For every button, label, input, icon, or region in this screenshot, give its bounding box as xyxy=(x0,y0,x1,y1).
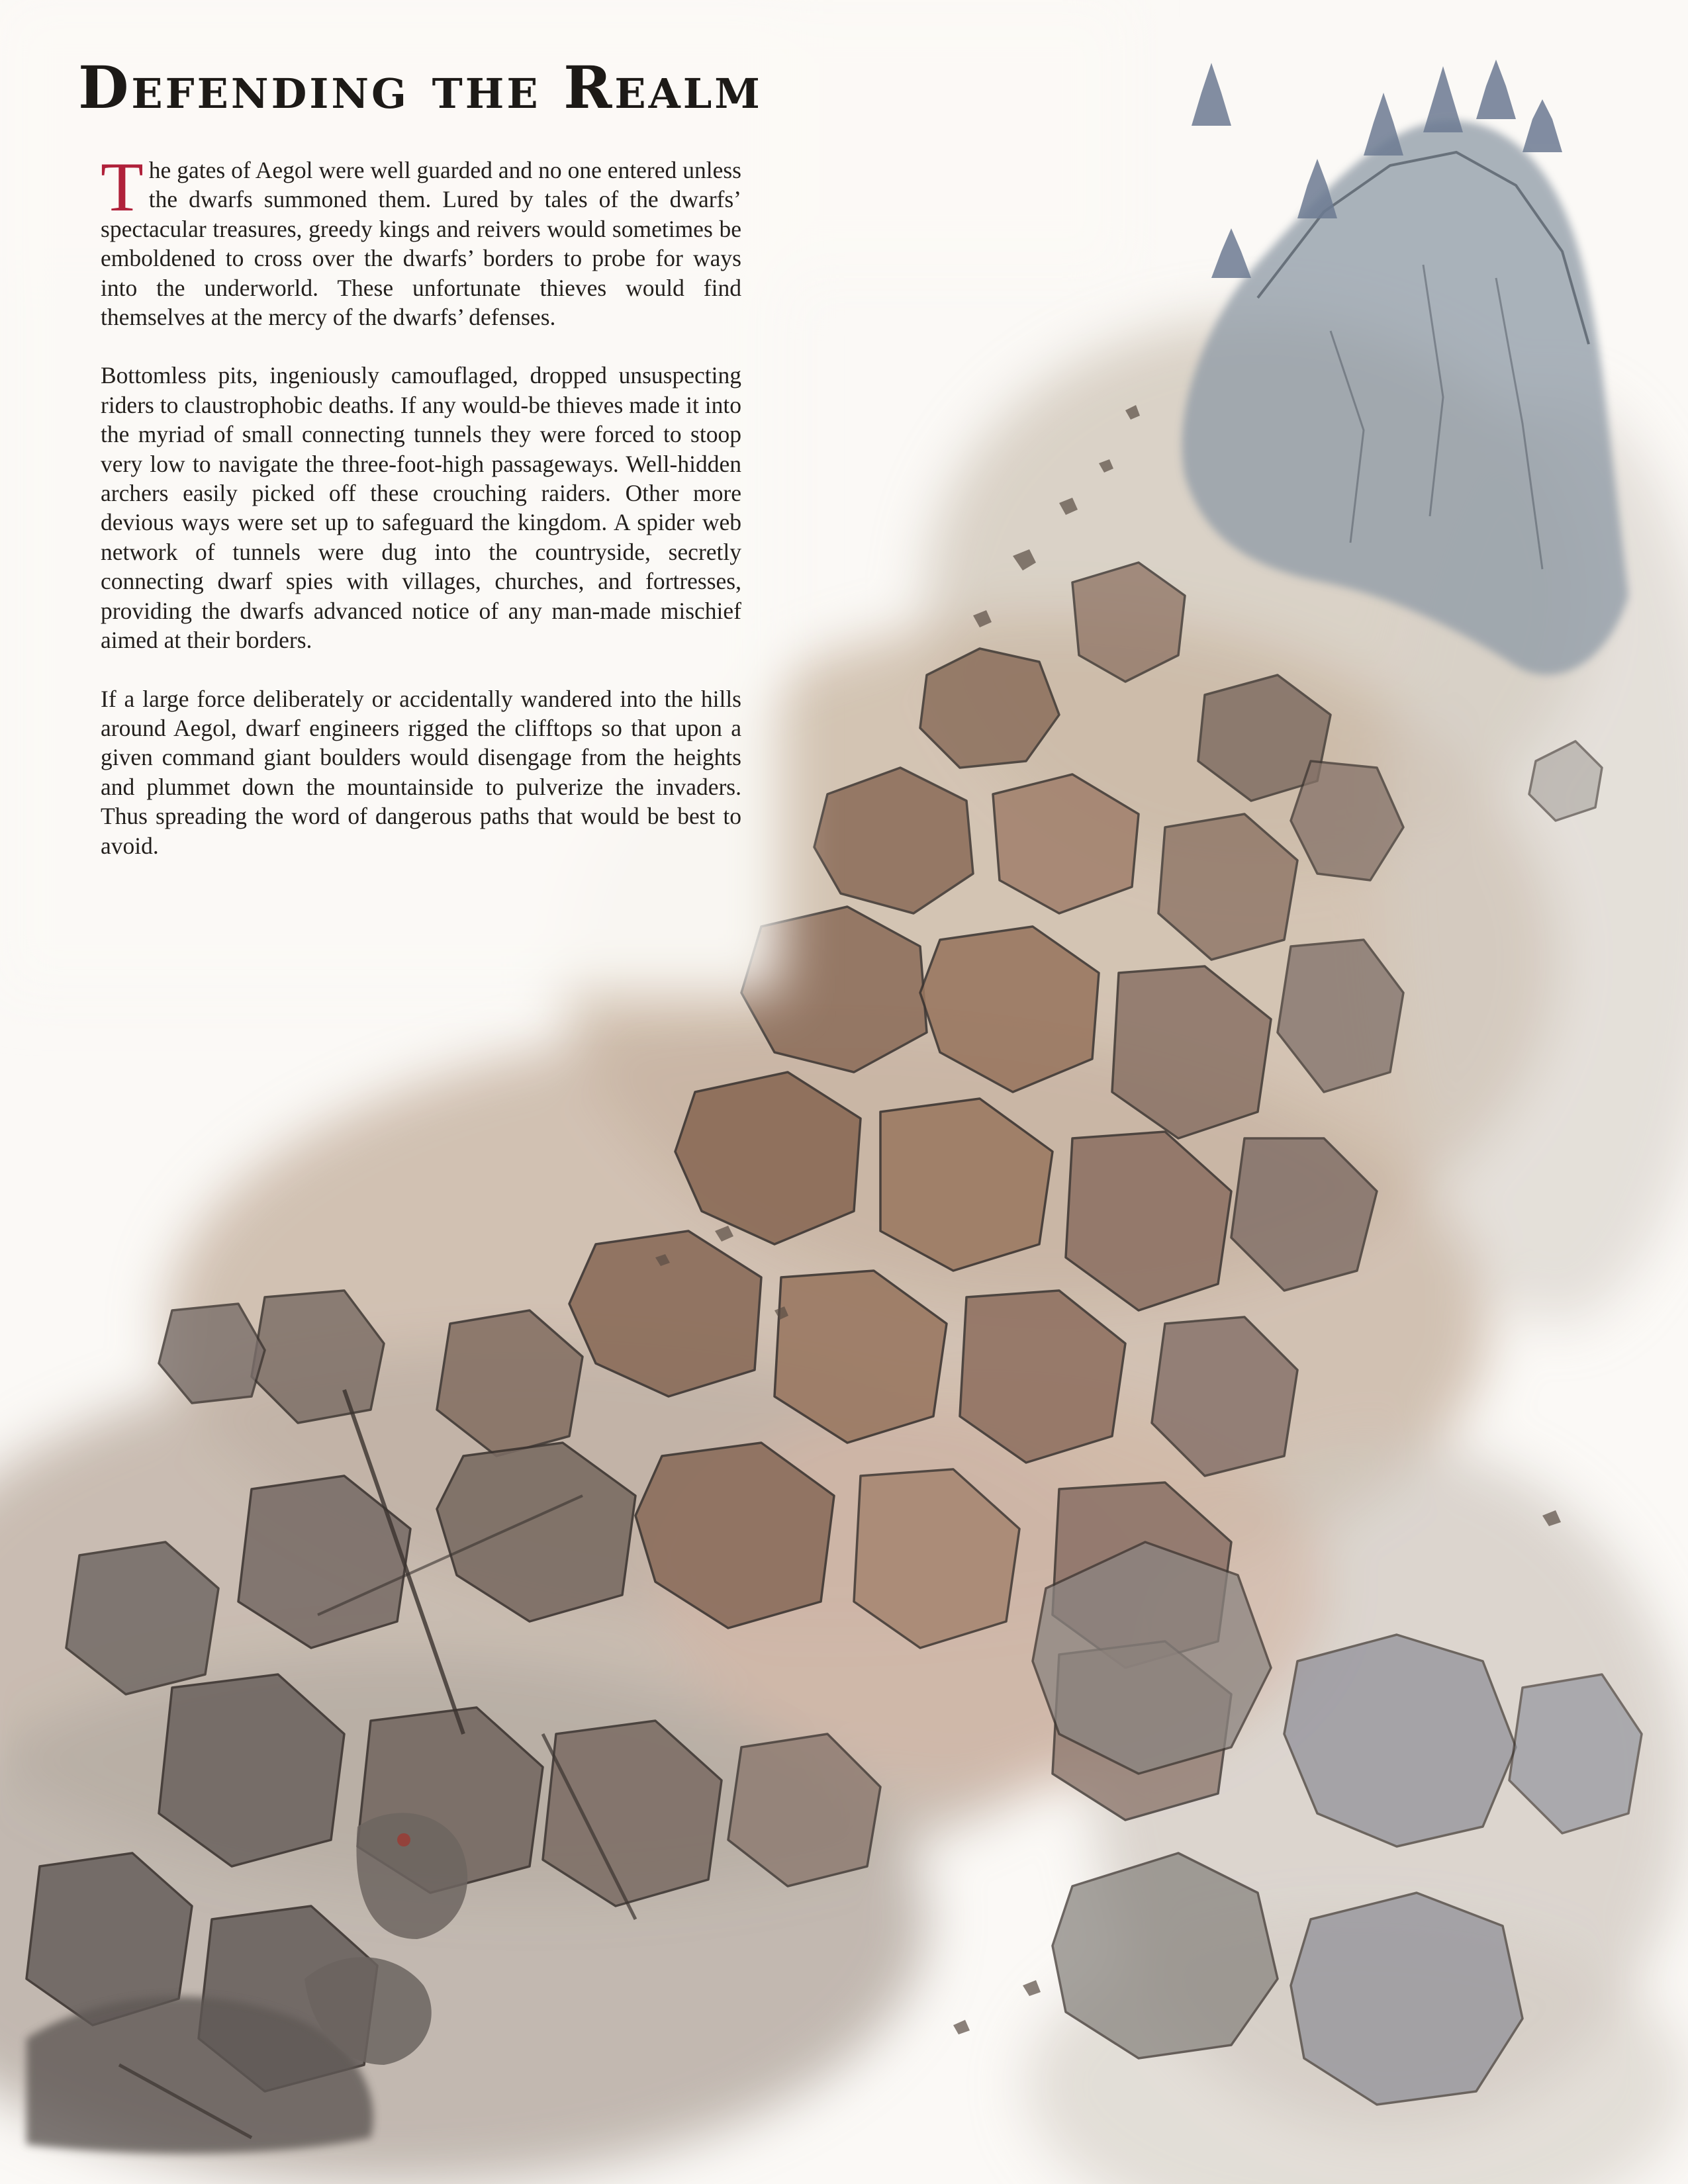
page-title: Defending the Realm xyxy=(78,53,763,122)
paragraph-2: Bottomless pits, ingeniously camouflaged, dropped unsuspecting riders to claustrophobic deaths. If any would-be thieves made it into the myriad of small connecting tunnels they were forced to stoop very low to navigate the three-foot-high passageways. Well-hidden archers easily picked off these crouching raiders. Other more devious ways were set up to safeguard the kingdom. A spider web network of tunnels were dug into the countryside, secretly connecting dwarf spies with villages, churches, and fortresses, providing the dwarfs advanced notice of any man-made mischief aimed at their borders. xyxy=(101,362,741,654)
drop-cap: T xyxy=(101,148,144,226)
paragraph-1 xyxy=(101,148,741,332)
paragraph-1-text: he gates of Aegol were well guarded and no one entered unless the dwarfs summoned them. Lured by tales of the dwarfs’ spectacular treasures, greedy kings and reivers would sometimes be emboldened to cross over the dwarfs’ borders to probe for ways into the underworld. These unfortunate thieves would find themselves at the mercy of the dwarfs’ defenses. xyxy=(101,157,741,331)
article-body xyxy=(101,148,741,889)
paragraph-3: If a large force deliberately or accidentally wandered into the hills around Aegol, dwarf engineers rigged the clifftops so that upon a given command giant boulders would disengage from the heights and plummet down the mountainside to pulverize the invaders. Thus spreading the word of dangerous paths that would be best to avoid. xyxy=(101,685,741,859)
